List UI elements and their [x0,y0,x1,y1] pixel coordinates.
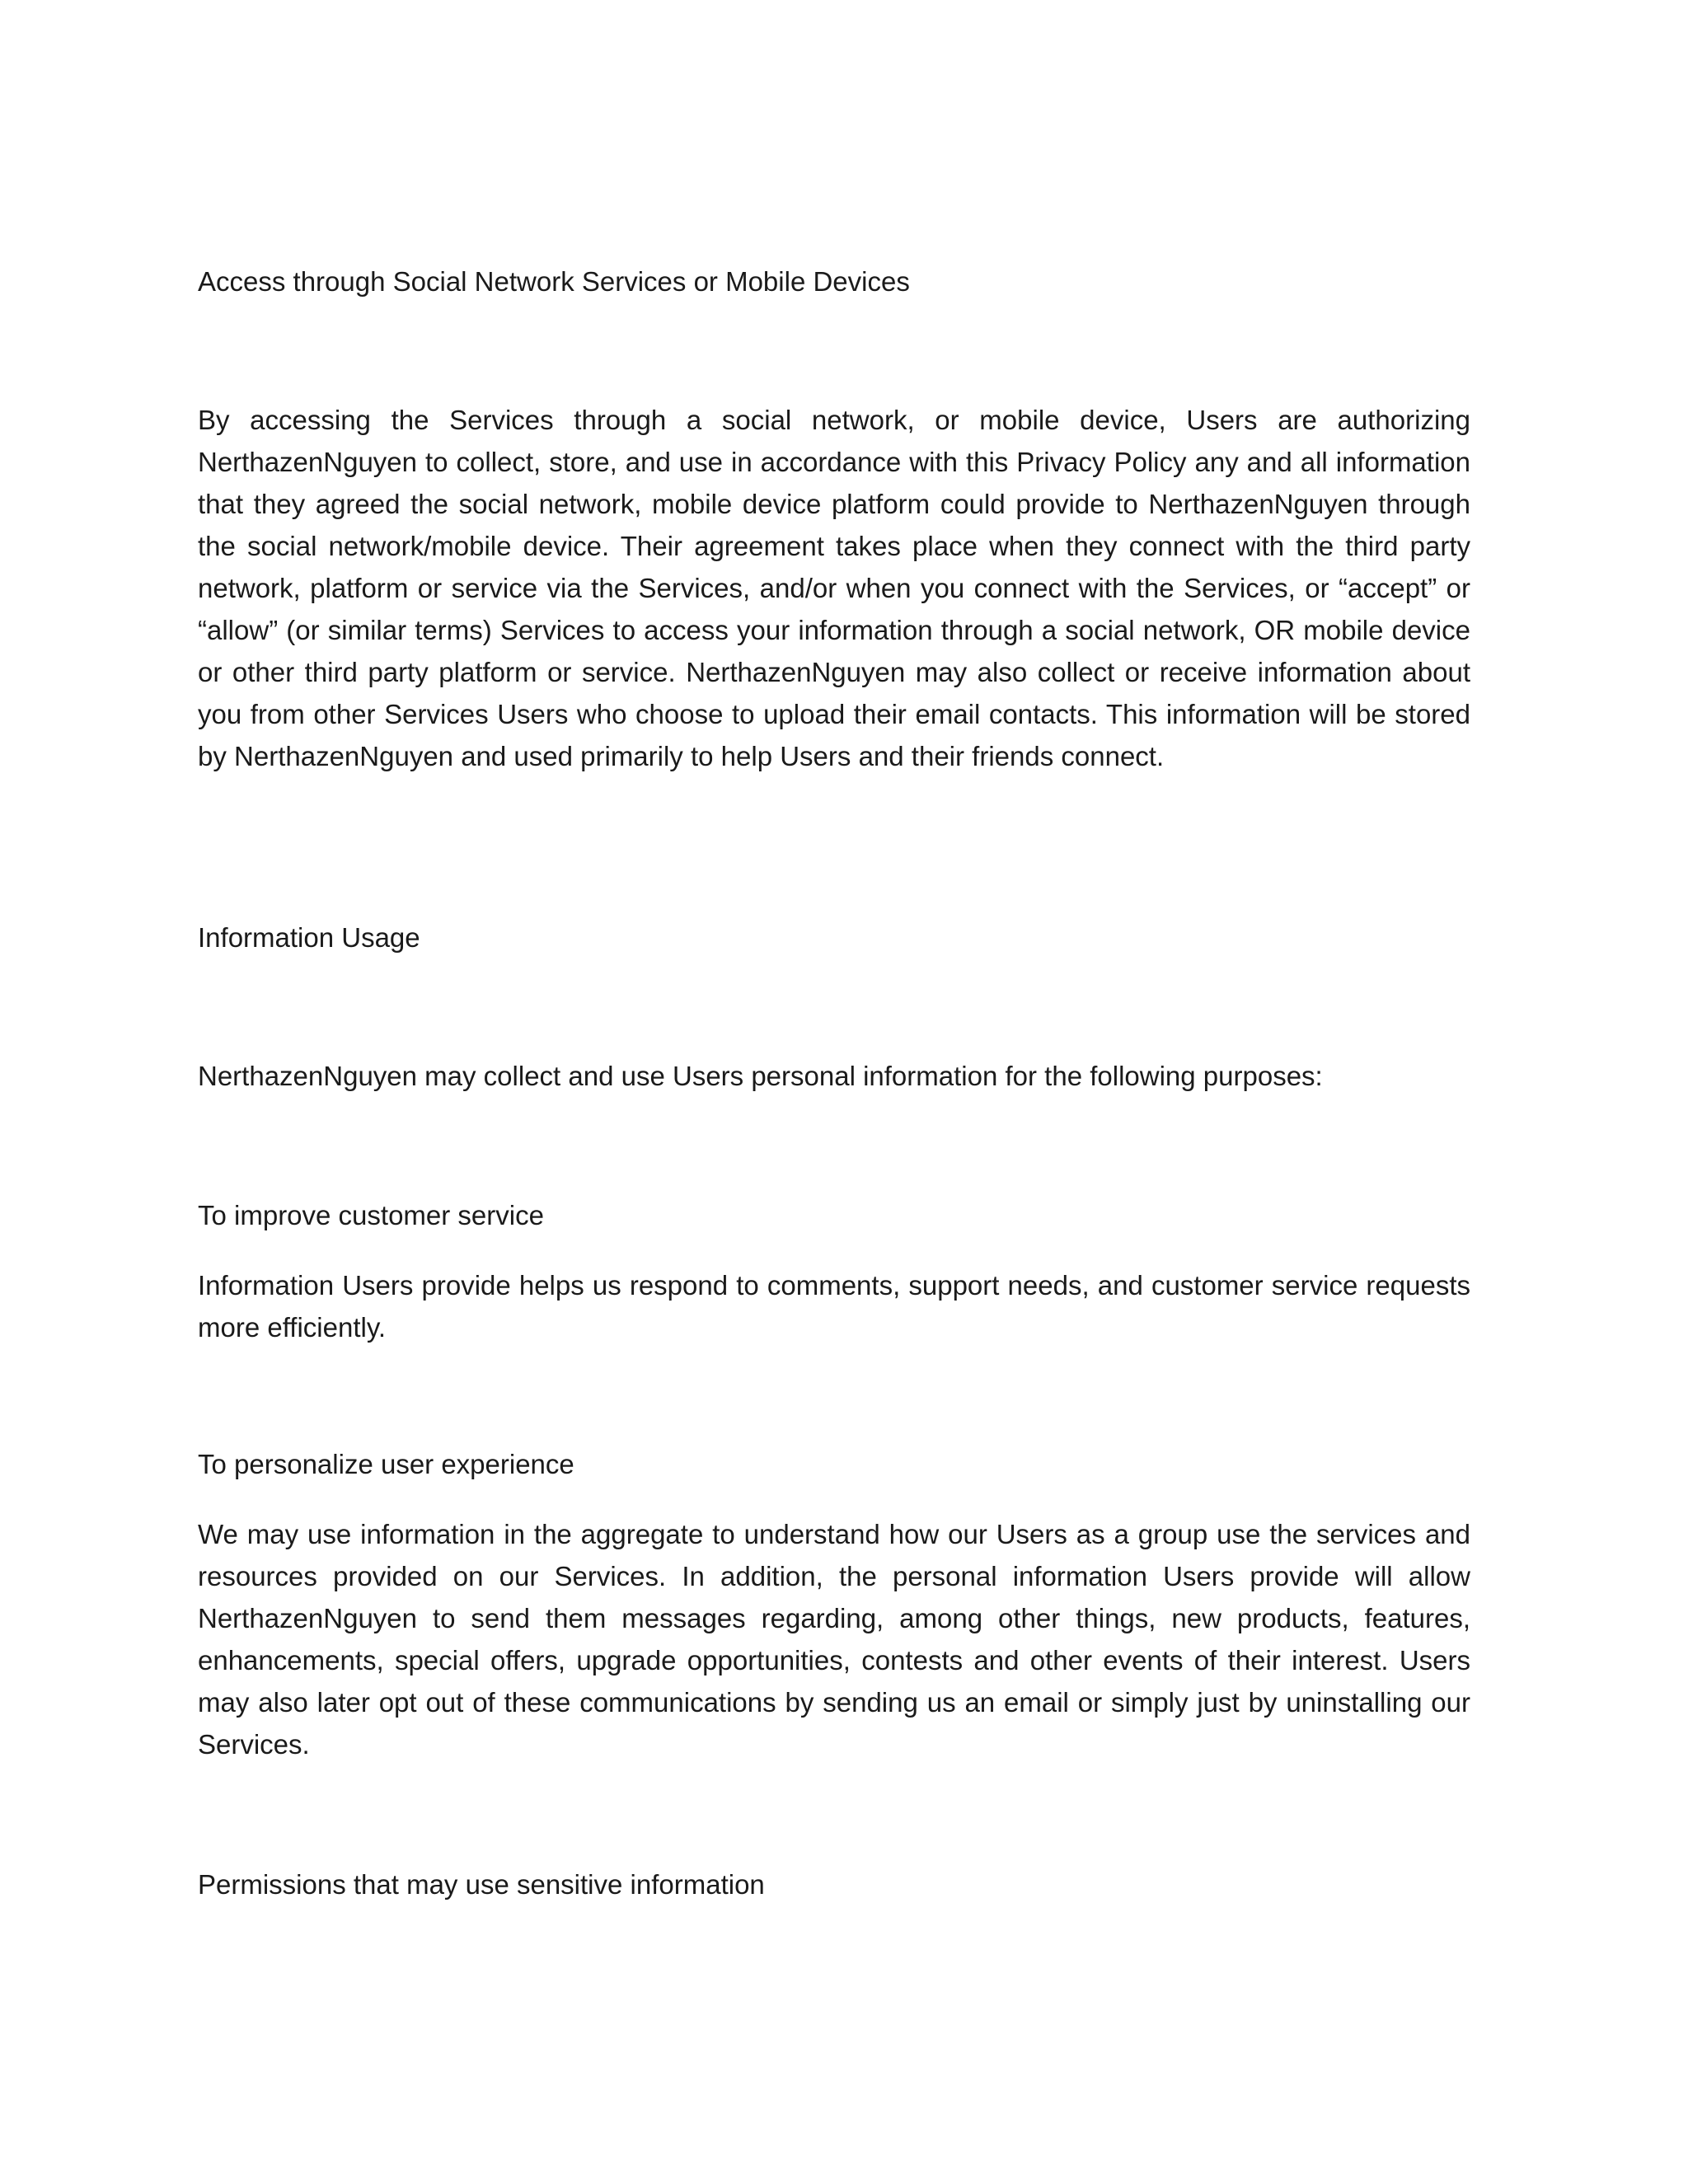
section-paragraph-customer-service: Information Users provide helps us respond to comments, support needs, and customer service requests more efficiently. [198,1270,1470,1343]
section-heading-personalize-experience: To personalize user experience [198,1449,574,1479]
section-heading-information-usage: Information Usage [198,922,420,953]
section-paragraph-information-usage: NerthazenNguyen may collect and use Users personal information for the following purposes: [198,1061,1323,1091]
section-heading-sensitive-permissions: Permissions that may use sensitive information [198,1869,765,1900]
section-paragraph-social-access: By accessing the Services through a social network, or mobile device, Users are authorizing NerthazenNguyen to collect, store, and use in accordance with this Privacy Policy any and all information that they agreed the social network, mobile device platform could provide to NerthazenNguyen through the social network/mobile device. Their agreement takes place when they connect with the third party network, platform or service via the Services, and/or when you connect with the Services, or “accept” or “allow” (or similar terms) Services to access your information through a social network, OR mobile device or other third party platform or service. NerthazenNguyen may also collect or receive information about you from other Services Users who choose to upload their email contacts. This information will be stored by NerthazenNguyen and used primarily to help Users and their friends connect. [198,405,1470,771]
section-heading-social-access: Access through Social Network Services or Mobile Devices [198,266,910,297]
section-heading-customer-service: To improve customer service [198,1200,544,1230]
section-paragraph-personalize-experience: We may use information in the aggregate to understand how our Users as a group use the services and resources provided on our Services. In addition, the personal information Users provide will allow NerthazenNguyen to send them messages regarding, among other things, new products, features, enhancements, special offers, upgrade opportunities, contests and other events of their interest. Users may also later opt out of these communications by sending us an email or simply just by uninstalling our Services. [198,1519,1470,1760]
